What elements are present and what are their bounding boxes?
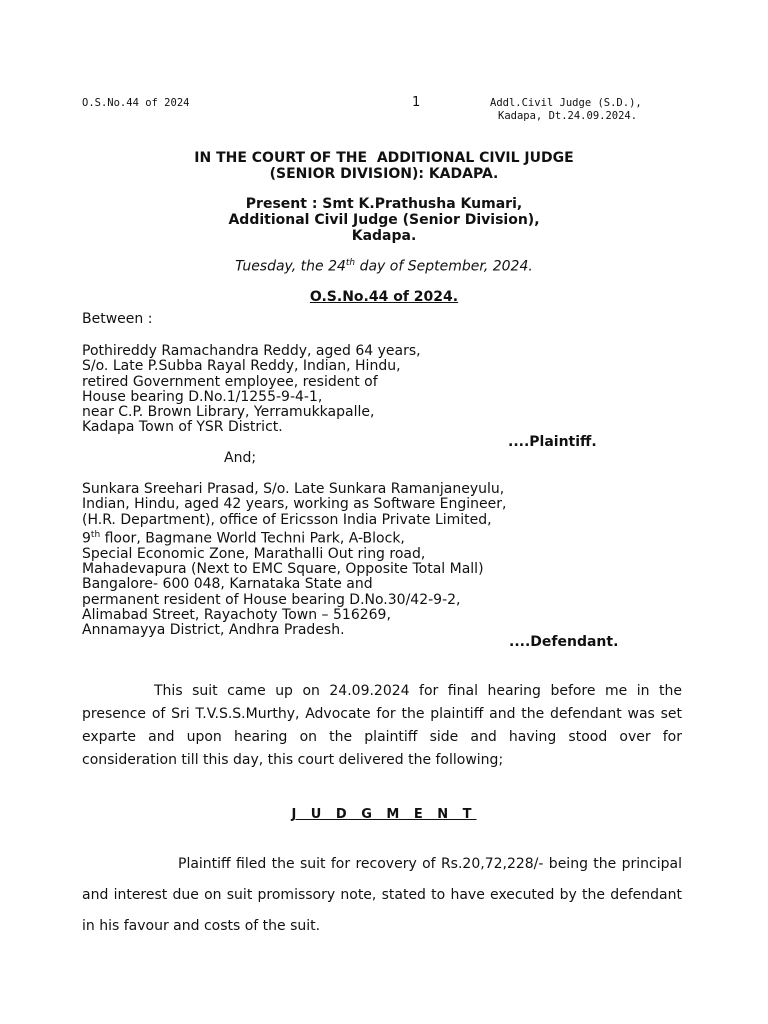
and-label: And; — [224, 450, 257, 466]
judgment-date — [0, 258, 768, 275]
present-line3: Kadapa. — [351, 228, 417, 244]
header-court-info — [490, 97, 642, 123]
present-line2: Additional Civil Judge (Senior Division), — [228, 212, 540, 228]
plaintiff-line: House bearing D.No.1/1255-9-4-1, — [82, 388, 323, 405]
defendant-line: Indian, Hindu, aged 42 years, working as Software Engineer, — [82, 496, 507, 513]
defendant-line: Sunkara Sreehari Prasad, S/o. Late Sunkara Ramanjaneyulu, — [82, 481, 505, 497]
header-place-date: Kadapa, Dt.24.09.2024. — [498, 110, 638, 122]
judgment-paragraph: Plaintiff filed the suit for recovery of Rs.20,72,228/- being the principal and interest due on suit promissory note, stated to have executed by the defendant in his favour and costs of the suit. — [82, 856, 682, 934]
plaintiff-role: ....Plaintiff. — [508, 434, 597, 450]
date-suffix: day of September, 2024. — [355, 258, 533, 275]
header-court-short: Addl.Civil Judge (S.D.), — [490, 97, 642, 109]
plaintiff-line: S/o. Late P.Subba Rayal Reddy, Indian, Hindu, — [82, 358, 401, 375]
court-title-line2: (SENIOR DIVISION): KADAPA. — [269, 166, 499, 182]
plaintiff-line: near C.P. Brown Library, Yerramukkapalle, — [82, 404, 375, 421]
page-number: 1 — [412, 95, 421, 110]
judgment-heading: J U D G M E N T — [291, 807, 477, 822]
defendant-line: (H.R. Department), office of Ericsson India Private Limited, — [82, 511, 492, 528]
floor-number: 9 — [82, 530, 91, 547]
plaintiff-details — [82, 344, 421, 436]
defendant-line: Annamayya District, Andhra Pradesh. — [82, 622, 345, 639]
header-case-ref: O.S.No.44 of 2024 — [82, 97, 190, 109]
between-label: Between : — [82, 311, 153, 327]
defendant-line: Alimabad Street, Rayachoty Town – 516269, — [82, 607, 391, 624]
defendant-line: Special Economic Zone, Marathalli Out ring road, — [82, 545, 426, 562]
plaintiff-line: Kadapa Town of YSR District. — [82, 419, 283, 436]
presiding-judge — [0, 196, 768, 244]
defendant-line: Bangalore- 600 048, Karnataka State and — [82, 576, 373, 593]
date-prefix: Tuesday, the 24 — [235, 258, 346, 275]
defendant-details — [82, 482, 506, 639]
present-line1: Present : Smt K.Prathusha Kumari, — [245, 196, 523, 212]
court-title — [0, 150, 768, 182]
defendant-line: permanent resident of House bearing D.No.30/42-9-2, — [82, 591, 461, 608]
defendant-line: Mahadevapura (Next to EMC Square, Opposite Total Mall) — [82, 561, 484, 578]
case-number: O.S.No.44 of 2024. — [309, 289, 459, 305]
defendant-role: ....Defendant. — [509, 634, 619, 650]
date-sup: th — [345, 258, 356, 268]
plaintiff-line: retired Government employee, resident of — [82, 373, 378, 390]
defendant-line-floor — [82, 528, 506, 547]
hearing-paragraph: This suit came up on 24.09.2024 for final hearing before me in the presence of Sri T.V.S.S.Murthy, Advocate for the plaintiff and the defendant was set exparte and upon hearing on the plaintiff side and having stood over for consideration till this day, this court delivered the following; — [82, 683, 682, 768]
court-title-line1: IN THE COURT OF THE ADDITIONAL CIVIL JUDGE — [194, 150, 574, 166]
floor-rest: floor, Bagmane World Techni Park, A-Block, — [104, 530, 405, 547]
plaintiff-line: Pothireddy Ramachandra Reddy, aged 64 years, — [82, 343, 421, 359]
floor-sup: th — [90, 529, 101, 540]
